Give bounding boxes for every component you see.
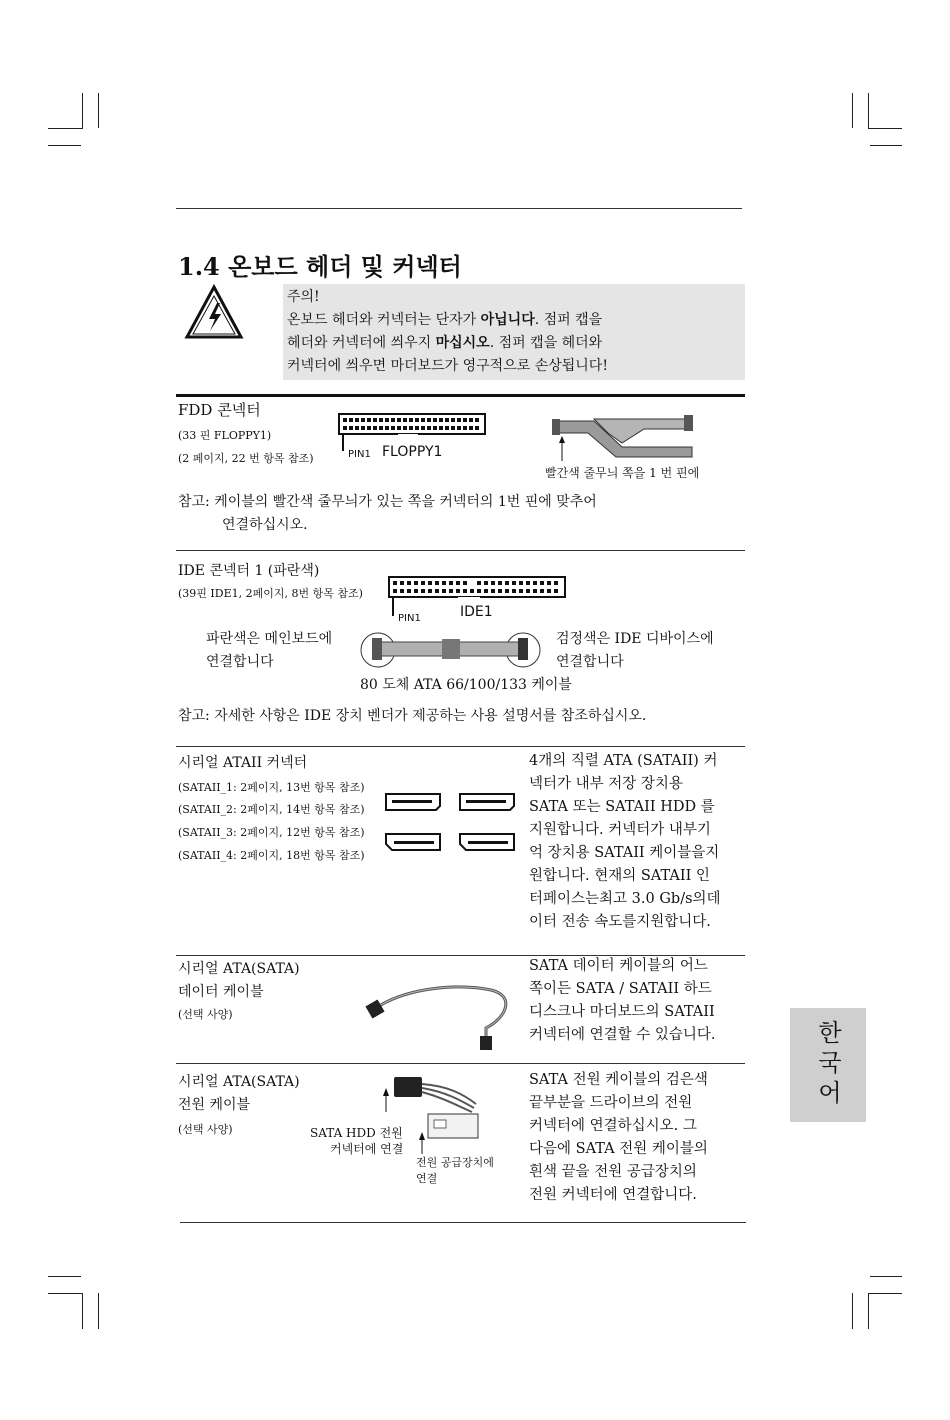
warning-line: 온보드 헤더와 커넥터는 단자가 아닙니다. 점퍼 캡을 xyxy=(287,312,603,328)
ide-right-caption: 검정색은 IDE 디바이스에 xyxy=(556,631,714,647)
sata-data-desc-line: 커넥터에 연결할 수 있습니다. xyxy=(529,1027,716,1043)
bottom-rule xyxy=(180,1222,746,1223)
sata2-item: (SATAII_4: 2페이지, 18번 항목 참조) xyxy=(178,849,365,862)
crop-mark xyxy=(868,1293,869,1329)
crop-mark xyxy=(48,128,83,129)
ide-note: 참고: 자세한 사항은 IDE 장치 벤더가 제공하는 사용 설명서를 참조하십시오. xyxy=(178,708,647,724)
floppy-cable-illustration xyxy=(550,413,695,463)
sata2-item: (SATAII_1: 2페이지, 13번 항목 참조) xyxy=(178,781,365,794)
crop-mark xyxy=(868,1293,902,1294)
crop-mark xyxy=(82,93,83,128)
crop-mark xyxy=(98,93,99,128)
sata2-desc-line: 4개의 직렬 ATA (SATAII) 커 xyxy=(529,753,718,769)
sata-power-desc-line: 커넥터에 연결하십시오. 그 xyxy=(529,1118,697,1134)
sata-data-cable-illustration xyxy=(366,978,516,1050)
sata-power-psu-label: 연결 xyxy=(416,1172,438,1185)
ide-cable-illustration xyxy=(358,630,548,672)
crop-mark xyxy=(48,1276,81,1277)
crop-mark xyxy=(870,145,902,146)
warning-line: 커넥터에 씌우면 마더보드가 영구적으로 손상됩니다! xyxy=(287,358,608,374)
fdd-subtitle: (33 핀 FLOPPY1) xyxy=(178,429,272,442)
sata2-description xyxy=(529,750,721,934)
sata-power-heading: 시리얼 ATA(SATA) xyxy=(178,1074,300,1090)
sata2-desc-line: 원합니다. 현재의 SATAII 인 xyxy=(529,868,710,884)
crop-mark xyxy=(868,128,902,129)
crop-mark xyxy=(48,1293,83,1294)
sata-power-desc-line: SATA 전원 케이블의 검은색 xyxy=(529,1072,708,1088)
fdd-subtitle: (2 페이지, 22 번 항목 참조) xyxy=(178,452,314,465)
ide-right-caption: 연결합니다 xyxy=(556,654,624,670)
sata-power-description xyxy=(529,1069,708,1207)
language-tab xyxy=(790,1008,866,1122)
warning-line: 헤더와 커넥터에 씌우지 마십시오. 점퍼 캡을 헤더와 xyxy=(287,335,603,351)
fdd-connector-label: FLOPPY1 xyxy=(382,444,443,460)
fdd-cable-note: 빨간색 줄무늬 쪽을 1 번 핀에 xyxy=(545,466,700,480)
sata-power-heading: 전원 케이블 xyxy=(178,1097,251,1113)
sata2-heading: 시리얼 ATAII 커넥터 xyxy=(178,755,308,771)
sata2-desc-line: 넥터가 내부 저장 장치용 xyxy=(529,776,683,792)
sata2-desc-line: 터페이스는최고 3.0 Gb/s의데 xyxy=(529,891,721,907)
crop-mark xyxy=(48,145,81,146)
page-title: 1.4 온보드 헤더 및 커넥터 xyxy=(178,252,462,281)
sata2-desc-line: SATA 또는 SATAII HDD 를 xyxy=(529,799,715,815)
crop-mark xyxy=(82,1293,83,1329)
sata-power-hdd-label: 커넥터에 연결 xyxy=(330,1142,404,1156)
warning-line: 주의! xyxy=(287,289,320,305)
section-rule-thick xyxy=(176,394,745,397)
sata-power-desc-line: 흰색 끝을 전원 공급장치의 xyxy=(529,1164,697,1180)
crop-mark xyxy=(852,1293,853,1329)
sata-power-hdd-label: SATA HDD 전원 xyxy=(310,1126,403,1140)
sata-power-desc-line: 끝부분을 드라이브의 전원 xyxy=(529,1095,693,1111)
sata2-connector-diagram xyxy=(384,792,518,856)
warning-icon xyxy=(184,283,244,343)
crop-mark xyxy=(98,1293,99,1329)
ide-left-caption: 파란색은 메인보드에 xyxy=(206,631,333,647)
sata-power-psu-label: 전원 공급장치에 xyxy=(416,1156,494,1169)
sata-power-desc-line: 전원 커넥터에 연결합니다. xyxy=(529,1187,697,1203)
ide-cable-caption: 80 도체 ATA 66/100/133 케이블 xyxy=(360,677,572,693)
crop-mark xyxy=(868,93,869,128)
sata2-item: (SATAII_3: 2페이지, 12번 항목 참조) xyxy=(178,826,365,839)
fdd-note-line: 연결하십시오. xyxy=(222,517,308,533)
sata-power-optional: (선택 사양) xyxy=(178,1123,233,1136)
ide-subtitle: (39핀 IDE1, 2페이지, 8번 항목 참조) xyxy=(178,587,363,600)
fdd-note-line: 참고: 케이블의 빨간색 줄무늬가 있는 쪽을 커넥터의 1번 핀에 맞추어 xyxy=(178,494,597,510)
crop-mark xyxy=(870,1276,902,1277)
sata2-desc-line: 지원합니다. 커넥터가 내부기 xyxy=(529,822,711,838)
section-rule xyxy=(176,550,745,551)
sata-power-desc-line: 다음에 SATA 전원 케이블의 xyxy=(529,1141,708,1157)
ide-connector-label: IDE1 xyxy=(460,604,493,620)
sata-data-description xyxy=(529,955,716,1047)
fdd-heading: FDD 콘넥터 xyxy=(178,401,261,419)
sata-data-heading: 시리얼 ATA(SATA) xyxy=(178,961,300,977)
section-rule xyxy=(176,746,745,747)
crop-mark xyxy=(852,93,853,128)
sata-data-optional: (선택 사양) xyxy=(178,1008,233,1021)
warning-box xyxy=(283,284,745,380)
ide-pin-label: PIN1 xyxy=(398,613,421,624)
sata-data-desc-line: SATA 데이터 케이블의 어느 xyxy=(529,958,708,974)
sata2-desc-line: 이터 전송 속도를지원합니다. xyxy=(529,914,711,930)
section-rule xyxy=(176,1063,745,1064)
sata-data-desc-line: 디스크나 마더보드의 SATAII xyxy=(529,1004,715,1020)
ide-heading: IDE 콘넥터 1 (파란색) xyxy=(178,563,320,579)
sata-data-heading: 데이터 케이블 xyxy=(178,984,264,1000)
ide-left-caption: 연결합니다 xyxy=(206,654,274,670)
sata2-item: (SATAII_2: 2페이지, 14번 항목 참조) xyxy=(178,803,365,816)
sata-data-desc-line: 쪽이든 SATA / SATAII 하드 xyxy=(529,981,712,997)
fdd-pin-label: PIN1 xyxy=(348,449,371,460)
top-rule xyxy=(176,208,742,209)
sata2-desc-line: 억 장치용 SATAII 케이블을지 xyxy=(529,845,720,861)
language-tab-label: 한국어 xyxy=(813,1020,842,1110)
